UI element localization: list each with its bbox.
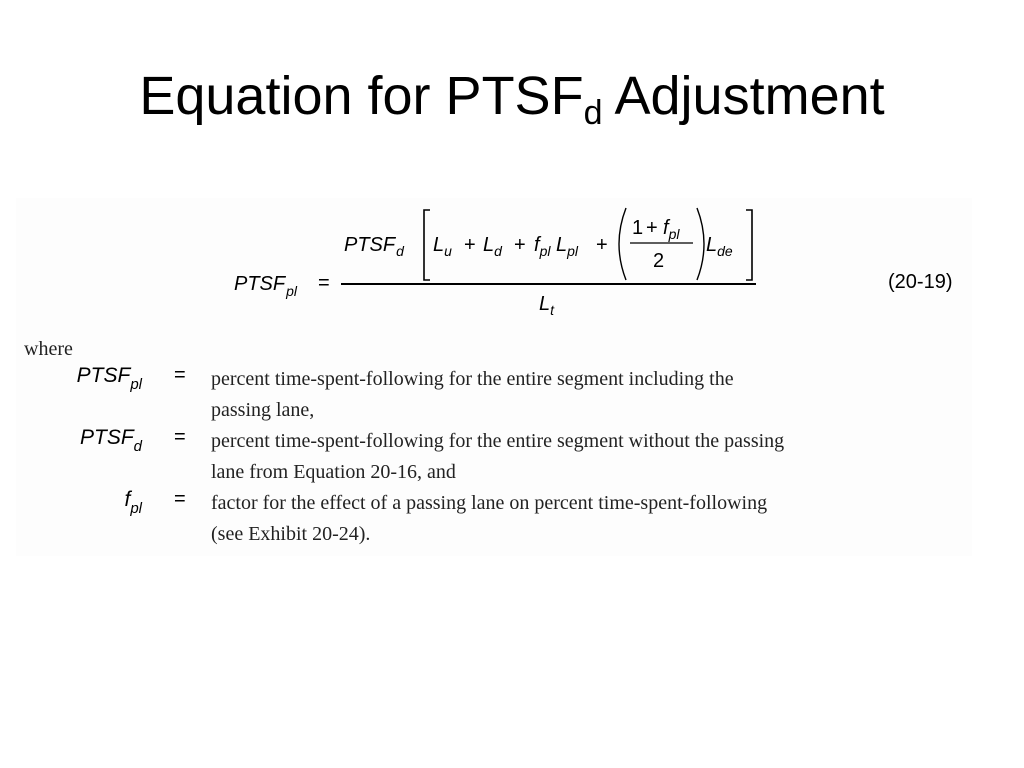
definition-text: percent time-spent-following for the entire segment without the passing lane from Equation 20-16, and <box>211 430 785 483</box>
definition-equals: = <box>174 426 186 448</box>
right-paren <box>697 208 704 280</box>
title-tail: Adjustment <box>602 66 885 126</box>
coef-symbol: $PTSF_d$ <box>344 234 404 259</box>
definition-text: factor for the effect of a passing lane on percent time-spent-following (see Exhibit 20-24). <box>211 492 768 545</box>
definition-equals: = <box>174 488 186 510</box>
left-paren <box>619 208 626 280</box>
equation-excerpt <box>16 198 972 556</box>
left-bracket <box>424 210 430 280</box>
lde-term: $L_{de}$ <box>706 234 733 259</box>
inner-numerator: 1 + $f_{pl}$ <box>632 217 680 242</box>
equation-number: (20-19) <box>888 271 953 293</box>
title-main: Equation for PTSF <box>139 66 584 126</box>
definition-text: percent time-spent-following for the entire segment including the passing lane, <box>211 368 734 421</box>
definition-symbol: $PTSF_d$ <box>79 426 142 455</box>
denominator: $L_t$ <box>539 293 555 318</box>
title-subscript: d <box>583 94 603 132</box>
bracket-terms: $L_u$ + $L_d$ + $f_{pl}$ $L_{pl}$ + <box>433 234 608 259</box>
equation-20-19 <box>16 198 972 328</box>
definition-equals: = <box>174 364 186 386</box>
where-label: where <box>24 338 73 360</box>
lhs-symbol: $PTSF_{pl}$ <box>234 273 298 299</box>
lhs-equals: = <box>318 272 330 294</box>
right-bracket <box>746 210 752 280</box>
definition-symbol: $f_{pl}$ <box>124 488 142 517</box>
inner-denominator: 2 <box>653 250 665 272</box>
definition-symbol: $PTSF_{pl}$ <box>76 364 142 393</box>
slide-title <box>0 60 1024 132</box>
